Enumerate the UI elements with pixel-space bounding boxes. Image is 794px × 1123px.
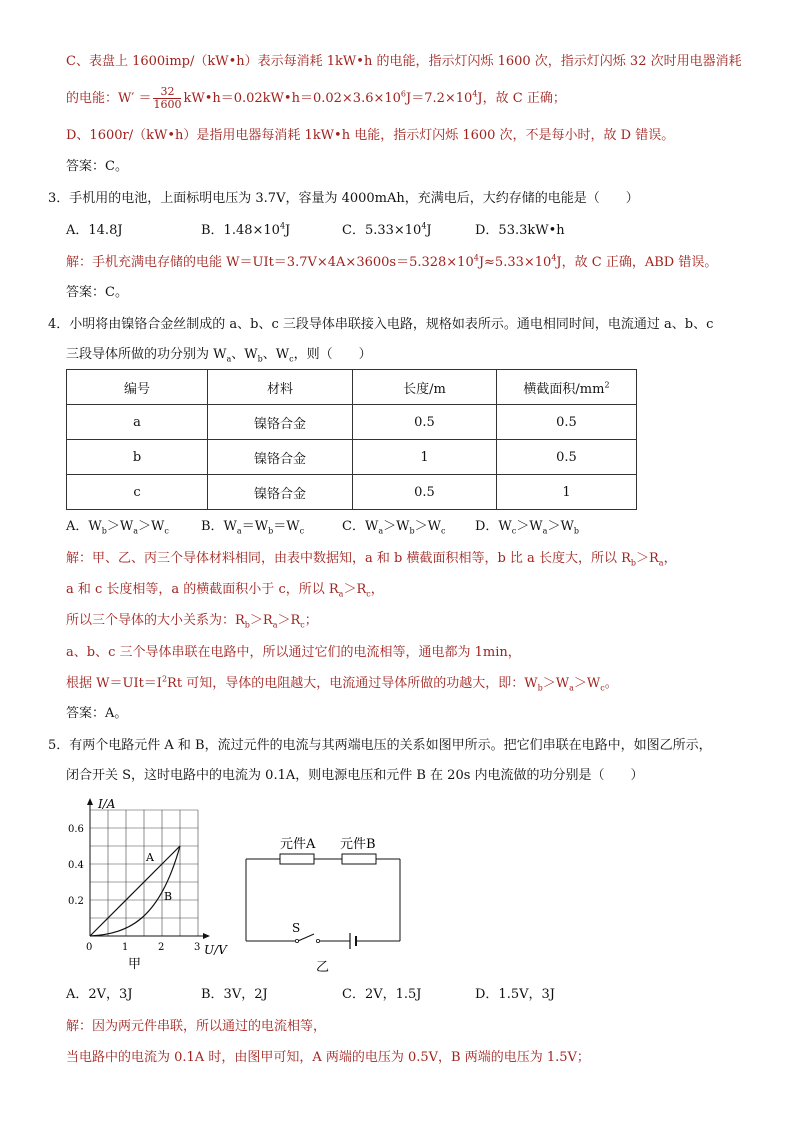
q5-option-d: D．1.5V，3J bbox=[475, 987, 555, 1002]
q5-option-a: A．2V，3J bbox=[66, 987, 133, 1002]
table-cell: 0.5 bbox=[353, 475, 497, 510]
x-tick-label: 2 bbox=[158, 942, 165, 953]
q4-stem-line1: 4．小明将由镍铬合金丝制成的 a、b、c 三段导体串联接入电路，规格如表所示。通电相同时间，电流通过 a、b、c bbox=[48, 317, 714, 332]
q4-option-c: C．$W_a>W_b>W_c$ bbox=[342, 519, 446, 536]
iu-graph bbox=[60, 796, 240, 976]
table-cell: 镍铬合金 bbox=[208, 405, 353, 440]
q2-option-d: D、1600r/（kW•h）是指用电器每消耗 1kW•h 电能，指示灯闪烁 1600 次，不是每小时，故 D 错误。 bbox=[66, 128, 675, 143]
element-a-resistor bbox=[280, 854, 314, 864]
q3-option-a: A．14.8J bbox=[66, 223, 123, 238]
q2-option-c-line1: C、表盘上 1600imp/（kW•h）表示每消耗 1kW•h 的电能，指示灯闪烁 1600 次，指示灯闪烁 32 次时用电器消耗 bbox=[66, 54, 742, 69]
grid bbox=[90, 810, 198, 936]
element-a-label: 元件A bbox=[280, 837, 316, 852]
y-axis-label: I/A bbox=[98, 797, 116, 811]
table-row bbox=[67, 405, 637, 440]
element-b-label: 元件B bbox=[340, 837, 376, 852]
q4-solution-line5: 根据 $W=UIt=I^2Rt$ 可知，导体的电阻越大，电流通过导体所做的功越大，即：$W_b>W_a>W_c$。 bbox=[66, 674, 618, 693]
switch-contact bbox=[295, 939, 298, 942]
q4-solution-line1: 解：甲、乙、丙三个导体材料相同，由表中数据知，a 和 b 横截面积相等，b 比 a 长度大，所以 $R_b>R_a$， bbox=[66, 551, 677, 568]
q5-option-b: B．3V，2J bbox=[201, 987, 268, 1002]
y-tick-label: 0.2 bbox=[68, 896, 84, 907]
q3-solution: 解：手机充满电存储的电能 $W=UIt=3.7V\times 4A\times 3600s=5.328\times 10^4J\approx 5.33\times 10^4J$，故 C 正确，ABD 错误。 bbox=[66, 253, 718, 270]
q4-solution-line4: a、b、c 三个导体串联在电路中，所以通过它们的电流相等，通电都为 1min， bbox=[66, 645, 521, 660]
q5-stem-line1: 5．有两个电路元件 A 和 B，流过元件的电流与其两端电压的关系如图甲所示。把它们串联在电路中，如图乙所示， bbox=[48, 738, 712, 753]
fraction: $\frac{32}{1600}$ bbox=[153, 85, 182, 111]
q3-option-c: C．$5.33\times 10^4J$ bbox=[342, 221, 432, 238]
q5-stem-line2: 闭合开关 S，这时电路中的电流为 0.1A，则电源电压和元件 B 在 20s 内电流做的功分别是（ ） bbox=[66, 768, 644, 783]
table-header: 编号 bbox=[67, 370, 208, 405]
graph-caption: 甲 bbox=[128, 957, 142, 972]
curve-b-label: B bbox=[164, 890, 173, 903]
y-axis-arrow bbox=[87, 798, 93, 805]
circuit-diagram bbox=[240, 828, 410, 978]
q4-solution-line3: 所以三个导体的大小关系为：$R_b>R_a>R_c$； bbox=[66, 613, 318, 630]
q5-solution-line1: 解：因为两元件串联，所以通过的电流相等， bbox=[66, 1019, 327, 1034]
table-row bbox=[67, 475, 637, 510]
conductor-spec-table bbox=[66, 369, 637, 510]
switch-contact bbox=[316, 939, 319, 942]
circuit-caption: 乙 bbox=[316, 960, 330, 975]
q4-solution-line2: a 和 c 长度相等，a 的横截面积小于 c，所以 $R_a>R_c$， bbox=[66, 582, 384, 599]
table-header: 长度/m bbox=[353, 370, 497, 405]
switch-s bbox=[298, 934, 314, 941]
table-cell: 0.5 bbox=[497, 405, 637, 440]
table-cell: 1 bbox=[353, 440, 497, 475]
x-axis-arrow bbox=[203, 933, 210, 939]
q2-answer: 答案：C。 bbox=[66, 159, 128, 174]
y-tick-label: 0.4 bbox=[68, 860, 84, 871]
y-tick-label: 0.6 bbox=[68, 824, 84, 835]
table-cell: 0.5 bbox=[497, 440, 637, 475]
table-cell: 1 bbox=[497, 475, 637, 510]
q2-option-c-line2: 的电能：W′ ＝ $\frac{32}{1600}$ $kW•h=0.02kW•h=0.02\times 3.6\times 10^6J=7.2\times 10^4J$，故 C 正确； bbox=[66, 85, 566, 111]
table-header: 材料 bbox=[208, 370, 353, 405]
table-cell: 镍铬合金 bbox=[208, 440, 353, 475]
x-tick-label: 3 bbox=[194, 942, 201, 953]
q3-option-b: B．$1.48\times 10^4J$ bbox=[201, 221, 291, 238]
q3-option-d: D．53.3kW•h bbox=[475, 223, 565, 238]
element-b-resistor bbox=[342, 854, 376, 864]
table-cell: a bbox=[67, 405, 208, 440]
q5-solution-line2: 当电路中的电流为 0.1A 时，由图甲可知，A 两端的电压为 0.5V，B 两端的电压为 1.5V； bbox=[66, 1050, 590, 1065]
q4-option-a: A．$W_b>W_a>W_c$ bbox=[66, 519, 169, 536]
q4-stem-line2: 三段导体所做的功分别为 $W_a$、$W_b$、$W_c$，则（ ） bbox=[66, 347, 372, 364]
q4-option-d: D．$W_c>W_a>W_b$ bbox=[475, 519, 579, 536]
q5-option-c: C．2V，1.5J bbox=[342, 987, 422, 1002]
table-header-row bbox=[67, 370, 637, 405]
x-axis-label: U/V bbox=[204, 943, 227, 957]
q3-stem: 3．手机用的电池，上面标明电压为 3.7V，容量为 4000mAh，充满电后，大约存储的电能是（ ） bbox=[48, 191, 639, 206]
x-tick-label: 1 bbox=[122, 942, 129, 953]
q4-answer: 答案：A。 bbox=[66, 706, 128, 721]
table-cell: 镍铬合金 bbox=[208, 475, 353, 510]
table-cell: b bbox=[67, 440, 208, 475]
x-tick-label: 0 bbox=[86, 942, 93, 953]
table-header: 横截面积$/mm^2$ bbox=[497, 370, 637, 405]
table-cell: 0.5 bbox=[353, 405, 497, 440]
q4-option-b: B．$W_a=W_b=W_c$ bbox=[201, 519, 305, 536]
q3-answer: 答案：C。 bbox=[66, 285, 128, 300]
table-row bbox=[67, 440, 637, 475]
switch-label: S bbox=[292, 921, 301, 935]
curve-a-label: A bbox=[146, 851, 154, 864]
table-cell: c bbox=[67, 475, 208, 510]
